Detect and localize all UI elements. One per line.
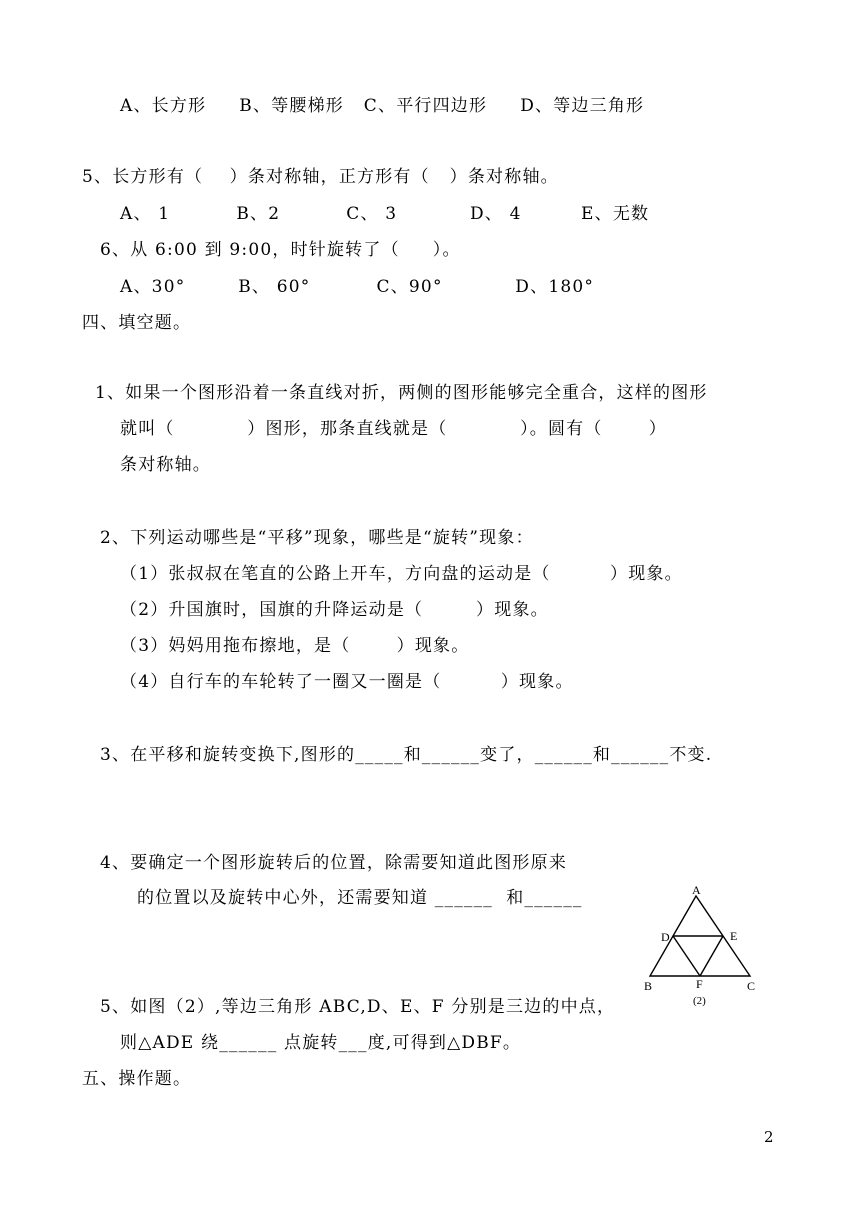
label-d: D	[661, 930, 670, 944]
fill-5-line-a: 5、如图（2）,等边三角形 ABC,D、E、F 分别是三边的中点，	[100, 997, 616, 1017]
section-4-title: 四、填空题。	[82, 313, 192, 333]
label-f: F	[696, 977, 703, 991]
fill-5-line-b: 则△ADE 绕______ 点旋转___度,可得到△DBF。	[120, 1033, 522, 1053]
figure-caption: (2)	[693, 995, 706, 1007]
fill-2-item-3: （3）妈妈用拖布擦地，是（ ）现象。	[120, 636, 470, 656]
q5-options: A、 1 B、2 C、 3 D、 4 E、无数	[120, 204, 650, 224]
label-c: C	[747, 979, 756, 993]
section-5-title: 五、操作题。	[82, 1069, 192, 1089]
segment-df	[673, 936, 700, 976]
fill-1-line-b: 就叫（ ）图形，那条直线就是（ ）。圆有（ ）	[120, 419, 668, 439]
triangle-figure	[640, 882, 760, 1012]
fill-2-item-4: （4）自行车的车轮转了一圈又一圈是（ ）现象。	[120, 672, 574, 692]
segment-ef	[700, 936, 723, 976]
q5-stem: 5、长方形有（ ）条对称轴，正方形有（ ）条对称轴。	[82, 167, 559, 187]
fill-2-item-1: （1）张叔叔在笔直的公路上开车，方向盘的运动是（ ）现象。	[120, 564, 683, 584]
page-number: 2	[764, 1128, 774, 1146]
fill-4-line-a: 4、要确定一个图形旋转后的位置，除需要知道此图形原来	[100, 853, 568, 873]
label-b: B	[644, 979, 653, 993]
q6-stem: 6、从 6:00 到 9:00，时针旋转了（ ）。	[100, 240, 461, 260]
fill-2-stem: 2、下列运动哪些是“平移”现象，哪些是“旋转”现象：	[100, 528, 534, 548]
fill-2-item-2: （2）升国旗时，国旗的升降运动是（ ）现象。	[120, 600, 549, 620]
fill-3: 3、在平移和旋转变换下,图形的_____和______变了，______和______不变.	[100, 745, 713, 765]
q4-options: A、长方形 B、等腰梯形 C、平行四边形 D、等边三角形	[120, 96, 645, 116]
fill-1-line-c: 条对称轴。	[120, 455, 211, 475]
label-e: E	[730, 929, 738, 943]
label-a: A	[692, 883, 701, 897]
fill-4-line-b: 的位置以及旋转中心外，还需要知道 ______ 和______	[137, 888, 583, 908]
q6-options: A、30° B、 60° C、90° D、180°	[120, 277, 595, 297]
fill-1-line-a: 1、如果一个图形沿着一条直线对折，两侧的图形能够完全重合，这样的图形	[95, 383, 708, 403]
